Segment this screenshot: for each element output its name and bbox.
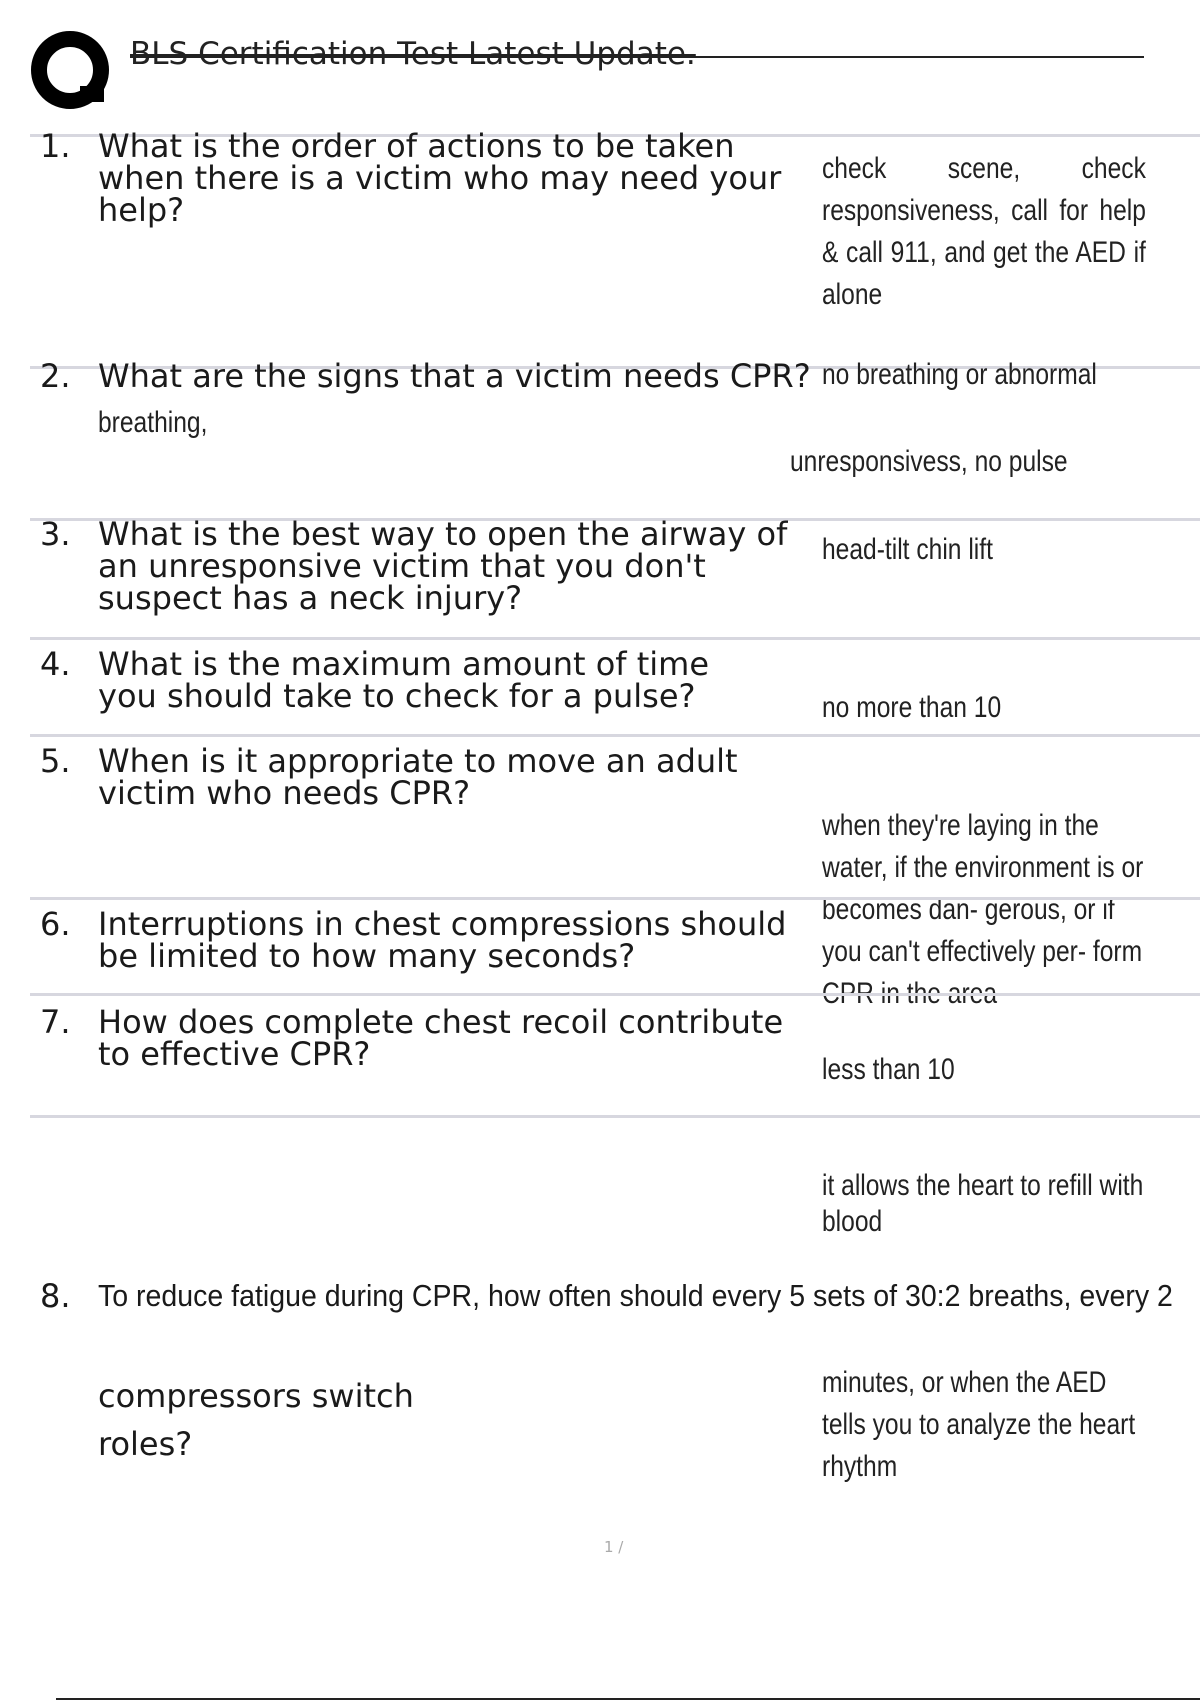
question-number: 7. <box>40 1003 71 1041</box>
question-text: compressors switch <box>98 1377 414 1415</box>
divider <box>30 897 1200 900</box>
answer-text: it allows the heart to refill with blood <box>822 1169 1144 1238</box>
divider <box>30 993 1200 996</box>
question-text: How does complete chest recoil contribute to effective CPR? <box>98 1003 784 1073</box>
answer-text: no more than 10 <box>822 691 1002 724</box>
page-number: 1 / <box>604 1538 624 1556</box>
question-text <box>98 1274 1173 1318</box>
question-number: 4. <box>40 645 71 683</box>
answer-text: unresponsivess, no pulse <box>790 445 1068 478</box>
question-number: 6. <box>40 905 71 943</box>
answer-text: less than 10 <box>822 1053 955 1086</box>
title-underline <box>130 56 1144 58</box>
question-number: 8. <box>40 1277 71 1315</box>
divider <box>30 1115 1200 1118</box>
question-number: 1. <box>40 127 71 165</box>
question-text: What is the best way to open the airway of an unresponsive victim that you don't suspect has a neck injury? <box>98 515 788 617</box>
question-number: 2. <box>40 357 71 395</box>
divider <box>30 637 1200 640</box>
question-number: 5. <box>40 742 71 780</box>
question-number: 3. <box>40 515 71 553</box>
question-text: When is it appropriate to move an adult victim who needs CPR? <box>98 742 738 812</box>
answer-text: every 5 sets of 30:2 breaths, every 2 <box>711 1278 1173 1313</box>
q-logo-icon <box>30 30 112 112</box>
answer-text: when they're laying in the water, if the environment is or becomes dan- gerous, or if you can't effectively per- form CPR in the area <box>822 809 1144 1010</box>
answer-text: minutes, or when the AED tells you to analyze the heart rhythm <box>822 1366 1136 1483</box>
question-text: Interruptions in chest compressions should be limited to how many seconds? <box>98 905 787 975</box>
question-text: What is the order of actions to be taken when there is a victim who may need your help? <box>98 127 782 229</box>
document-title: BLS Certification Test Latest Update. <box>130 36 696 72</box>
answer-text: breathing, <box>98 406 208 439</box>
answer-text: check scene, check responsiveness, call for help & call 911, and get the AED if alone <box>822 152 1146 311</box>
answer-text: no breathing or abnormal <box>822 358 1097 391</box>
question-text: What is the maximum amount of time you should take to check for a pulse? <box>98 645 710 715</box>
divider <box>30 734 1200 737</box>
question-text: What are the signs that a victim needs CPR? <box>98 357 811 395</box>
answer-text: head-tilt chin lift <box>822 533 993 566</box>
question-text-part: To reduce fatigue during CPR, how often should <box>98 1278 704 1313</box>
question-text: roles? <box>98 1425 193 1463</box>
